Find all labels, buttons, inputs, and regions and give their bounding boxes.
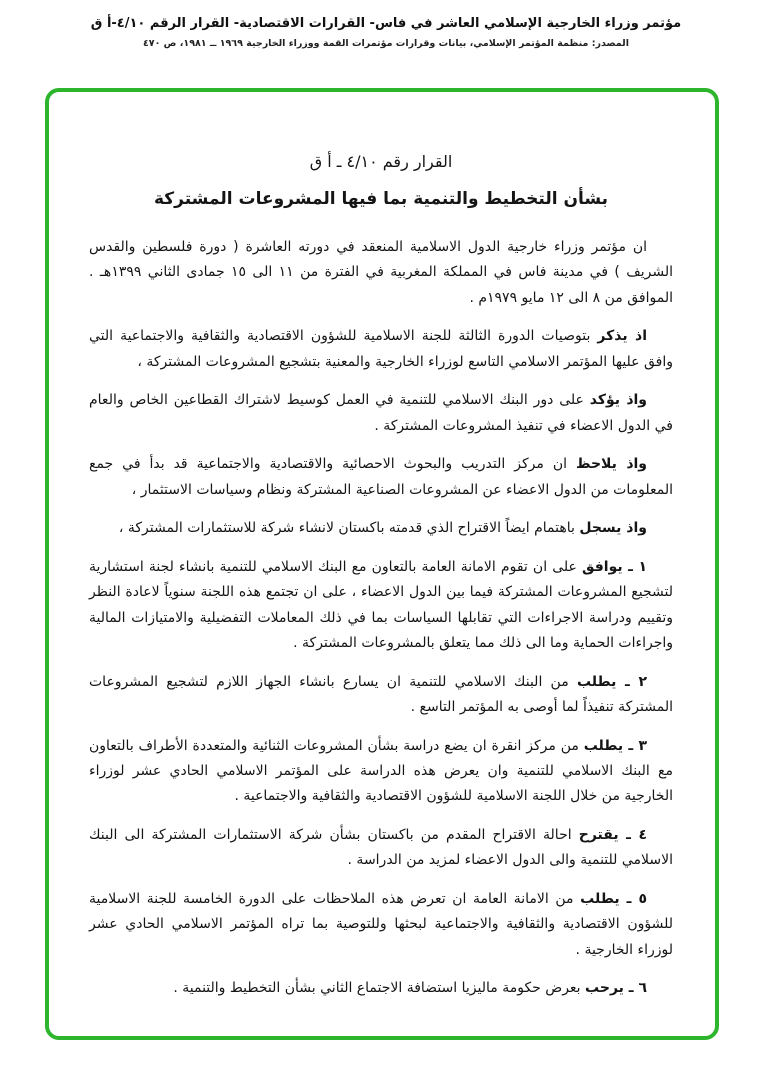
- resolution-subject-title: بشأن التخطيط والتنمية بما فيها المشروعات المشتركة: [153, 189, 609, 209]
- operative-item-2: [89, 670, 673, 721]
- paragraph-preamble: [89, 235, 673, 311]
- paragraph-text: ان مركز التدريب والبحوث الاحصائية والاقتصادية والاجتماعية قد بدأ في جمع المعلومات من الدول الاعضاء عن المشروعات الصناعية المشتركة ونظام وسياسات الاستثمار ،: [89, 456, 673, 498]
- operative-item-4: [89, 823, 673, 874]
- paragraph-affirming: [89, 388, 673, 439]
- item-text: من الامانة العامة ان تعرض هذه الملاحظات على الدورة الخامسة للجنة الاسلامية للشؤون الاقتصادية والثقافية والاجتماعية لبحثها وللتوصية بما تراه المؤتمر الاسلامي الحادي عشر لوزراء الخارجية .: [89, 890, 673, 958]
- paragraph-text: ان مؤتمر وزراء خارجية الدول الاسلامية المنعقد في دورته العاشرة ( دورة فلسطين والقدس الشريف ) في مدينة فاس في المملكة المغربية في الفترة من ١١ الى ١٥ جمادى الثاني ١٣٩٩هـ . الموافق من ٨ الى ١٢ مايو ١٩٧٩م .: [89, 239, 673, 306]
- item-number-lead: ٢ ـ يطلب: [576, 673, 648, 690]
- paragraph-lead: واذ يسجل: [579, 520, 647, 537]
- operative-item-1: [89, 555, 673, 657]
- paragraph-recalling: [89, 324, 673, 375]
- paragraph-noting: [89, 452, 673, 503]
- operative-item-3: [89, 734, 673, 810]
- paragraph-lead: واذ يؤكد: [589, 392, 648, 409]
- paragraph-lead: اذ يذكر: [597, 328, 647, 345]
- item-text: على ان تقوم الامانة العامة بالتعاون مع البنك الاسلامي للتنمية بانشاء لجنة استشارية لتشجيع المشروعات المشتركة فيما بين الدول الاعضاء ، على ان تجتمع هذه اللجنة سنوياً لاعادة النظر وتقييم ودراسة الاجراءات التي تقابلها السياسات بما في ذلك المعاملات التفضيلية والامتيازات المالية واجراءات الحماية وما الى ذلك مما يتعلق بالمشروعات المشتركة .: [89, 558, 673, 652]
- item-text: احالة الاقتراح المقدم من باكستان بشأن شركة الاستثمارات المشتركة الى البنك الاسلامي للتنمية والى الدول الاعضاء لمزيد من الدراسة .: [89, 826, 673, 869]
- paragraph-lead: واذ يلاحظ: [575, 456, 648, 473]
- green-border-frame: [45, 88, 719, 1040]
- document-source-line: المصدر: منظمة المؤتمر الإسلامي، بيانات وقرارات مؤتمرات القمة ووزراء الخارجية ١٩٦٩ ــ ١٩٨١، ص ٤٧٠: [142, 37, 630, 49]
- operative-item-5: [89, 887, 673, 963]
- paragraph-text: باهتمام ايضاً الاقتراح الذي قدمته باكستان لانشاء شركة للاستثمارات المشتركة ،: [118, 520, 575, 537]
- item-number-lead: ٤ ـ يقترح: [578, 826, 647, 843]
- item-number-lead: ٣ ـ يطلب: [583, 737, 647, 754]
- paragraph-text: على دور البنك الاسلامي للتنمية في العمل كوسيط لاشتراك القطاعين الخاص والعام في الدول الاعضاء في تنفيذ المشروعات المشتركة .: [89, 392, 673, 434]
- item-text: بعرض حكومة ماليزيا استضافة الاجتماع الثاني بشأن التخطيط والتنمية .: [173, 980, 581, 997]
- item-text: من مركز انقرة ان يضع دراسة بشأن المشروعات الثنائية والمتعددة الأطراف بالتعاون مع البنك الاسلامي للتنمية وان يعرض هذه الدراسة على المؤتمر الاسلامي الحادي عشر لوزراء الخارجية من خلال اللجنة الاسلامية للشؤون الاقتصادية والثقافية والاجتماعية .: [89, 737, 673, 805]
- item-number-lead: ٥ ـ يطلب: [580, 890, 647, 907]
- page-header: [0, 14, 772, 49]
- operative-item-6: [89, 976, 673, 1001]
- resolution-number-title: القرار رقم ٤/١٠ ـ أ ق: [309, 152, 453, 171]
- document-body: [89, 152, 673, 1015]
- item-number-lead: ١ ـ يوافق: [581, 558, 648, 575]
- item-text: من البنك الاسلامي للتنمية ان يسارع بانشاء الجهاز اللازم لتشجيع المشروعات المشتركة تنفيذاً لما أوصى به المؤتمر التاسع .: [89, 673, 673, 716]
- item-number-lead: ٦ ـ يرحب: [585, 980, 647, 997]
- paragraph-registering: [89, 516, 673, 541]
- paragraph-text: بتوصيات الدورة الثالثة للجنة الاسلامية للشؤون الاقتصادية والثقافية والاجتماعية التي وافق عليها المؤتمر الاسلامي التاسع لوزراء الخارجية والمعنية بتشجيع المشروعات المشتركة ،: [89, 328, 673, 370]
- document-citation-title: مؤتمر وزراء الخارجية الإسلامي العاشر في فاس- القرارات الاقتصادية- القرار الرقم ٤/١٠-أ ق: [90, 16, 682, 31]
